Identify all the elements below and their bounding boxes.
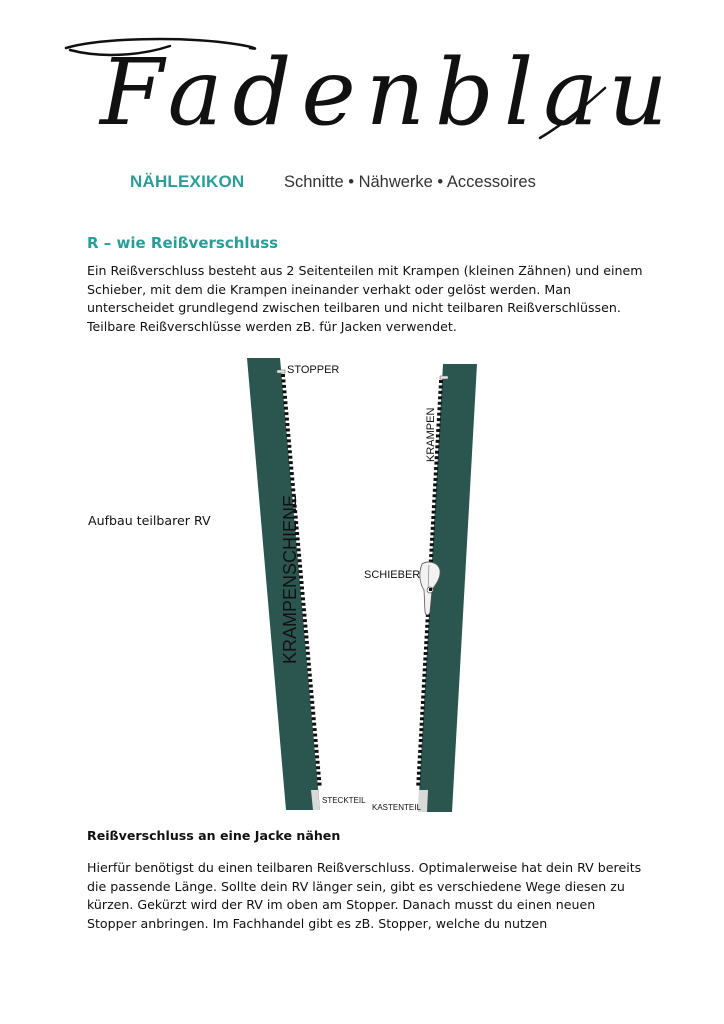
zipper-tooth — [429, 549, 433, 552]
zipper-tooth — [310, 695, 314, 698]
zipper-tooth — [420, 712, 424, 715]
zipper-tooth — [300, 586, 304, 589]
zipper-tooth — [421, 701, 425, 704]
zipper-tooth — [290, 478, 294, 481]
zipper-tooth — [421, 706, 425, 709]
zipper-tooth — [289, 461, 293, 464]
section-title: R – wie Reißverschluss — [87, 234, 279, 252]
zipper-tooth — [314, 744, 318, 747]
zipper-tooth — [418, 755, 422, 758]
zipper-tooth — [316, 766, 320, 769]
zipper-tooth — [430, 532, 434, 535]
zipper-tooth — [430, 543, 434, 546]
jacket-section-heading: Reißverschluss an eine Jacke nähen — [87, 828, 341, 843]
zipper-tooth — [307, 663, 311, 666]
label-stopper: STOPPER — [287, 364, 340, 376]
zipper-tooth — [425, 636, 429, 639]
zipper-tooth — [433, 483, 437, 486]
zipper-tooth — [421, 696, 425, 699]
zipper-tooth — [424, 647, 428, 650]
zipper-tooth — [291, 483, 295, 486]
zipper-tooth — [301, 603, 305, 606]
zipper-tooth — [419, 739, 423, 742]
zipper-tooth — [312, 717, 316, 720]
label-schieber: SCHIEBER — [364, 569, 421, 581]
zipper-tooth — [290, 472, 294, 475]
zipper-tooth — [303, 625, 307, 628]
intro-paragraph: Ein Reißverschluss besteht aus 2 Seitenteilen mit Krampen (kleinen Zähnen) und einem Schieber, mit dem die Krampen ineinander verhakt oder gelöst werden. Man unterscheidet grundlegend zwischen teilbaren und nicht teilbaren Reißverschlüssen. Teilbare Reißverschlüsse werden zB. für Jacken verwendet. — [87, 263, 643, 334]
zipper-tooth — [430, 538, 434, 541]
jacket-section-paragraph: Hierfür benötigst du einen teilbaren Reißverschluss. Optimalerweise hat dein RV bereits die passende Länge. Sollte dein RV länger sein, gibt es verschiedene Wege diesen zu kürzen. Gekürzt wird der RV im oben am Stopper. Danach musst du einen neuen Stopper anbringen. Im Fachhandel gibt es zB. Stopper, welche du nutzen — [87, 860, 642, 931]
figure-caption: Aufbau teilbarer RV — [88, 513, 211, 528]
zipper-tooth — [311, 706, 315, 709]
zipper-tooth — [289, 467, 293, 470]
zipper-tooth — [286, 434, 290, 437]
zipper-tooth — [433, 478, 437, 481]
zipper-tooth — [314, 739, 318, 742]
zipper-tooth — [306, 652, 310, 655]
zipper-tooth — [426, 619, 430, 622]
zipper-tooth — [281, 379, 285, 382]
brand-subtitle: NÄHLEXIKON — [130, 172, 245, 191]
label-steckteil: STECKTEIL — [322, 796, 366, 805]
brand-tagline: Schnitte • Nähwerke • Accessoires — [284, 173, 536, 191]
zipper-tooth — [438, 396, 442, 399]
zipper-tooth — [300, 581, 304, 584]
zipper-tooth — [317, 777, 321, 780]
zipper-tooth — [301, 597, 305, 600]
zipper-tooth — [434, 472, 438, 475]
zipper-tooth — [315, 750, 319, 753]
zipper-tooth — [419, 728, 423, 731]
zipper-tooth — [418, 761, 422, 764]
zipper-tooth — [286, 428, 290, 431]
zipper-tooth — [306, 657, 310, 660]
zipper-tooth — [287, 439, 291, 442]
zipper-tooth — [423, 663, 427, 666]
zipper-tooth — [304, 635, 308, 638]
zipper-tooth — [438, 391, 442, 394]
zipper-tooth — [307, 668, 311, 671]
zipper-tooth — [305, 641, 309, 644]
zipper-tooth — [281, 374, 285, 377]
zipper-tooth — [432, 511, 436, 514]
zipper-tooth — [309, 685, 313, 688]
zipper-tooth — [433, 489, 437, 492]
zipper-tooth — [422, 685, 426, 688]
zipper-tooth — [431, 516, 435, 519]
zipper-tooth — [432, 500, 436, 503]
zipper-tooth — [418, 744, 422, 747]
zipper-tooth — [420, 717, 424, 720]
zipper-tooth — [285, 423, 289, 426]
zipper-tooth — [300, 592, 304, 595]
zipper-tooth — [419, 734, 423, 737]
zipper-tooth — [311, 712, 315, 715]
zipper-tooth — [312, 723, 316, 726]
zipper-tooth — [315, 755, 319, 758]
stopper-icon — [277, 370, 285, 373]
right-stopper-icon — [440, 376, 448, 379]
zipper-tooth — [288, 450, 292, 453]
zipper-tooth — [309, 690, 313, 693]
zipper-tooth — [432, 505, 436, 508]
zipper-tooth — [302, 614, 306, 617]
zipper-tooth — [418, 750, 422, 753]
zipper-tooth — [425, 630, 429, 633]
zipper-tooth — [423, 657, 427, 660]
zipper-tooth — [302, 608, 306, 611]
zipper-tooth — [316, 761, 320, 764]
logo-wordmark: Fadenblau — [100, 39, 678, 146]
zipper-tooth — [439, 385, 443, 388]
zipper-tooth — [416, 783, 420, 786]
zipper-tooth — [433, 494, 437, 497]
zipper-tooth — [287, 445, 291, 448]
zipper-tooth — [284, 412, 288, 415]
zipper-tooth — [431, 521, 435, 524]
zipper-tooth — [422, 679, 426, 682]
zipper-tooth — [303, 619, 307, 622]
zipper-tooth — [437, 418, 441, 421]
zipper-tooth — [284, 407, 288, 410]
zipper-tooth — [288, 456, 292, 459]
zipper-tooth — [313, 728, 317, 731]
zipper-tooth — [425, 625, 429, 628]
zipper-tooth — [422, 674, 426, 677]
zipper-tooth — [429, 554, 433, 557]
zipper-tooth — [438, 402, 442, 405]
zipper-tooth — [285, 418, 289, 421]
label-kastenteil: KASTENTEIL — [372, 803, 421, 812]
label-krampenschiene: KRAMPENSCHIENE — [280, 494, 300, 664]
zipper-tooth — [317, 772, 321, 775]
zipper-tooth — [310, 701, 314, 704]
zipper-tooth — [434, 467, 438, 470]
zipper-tooth — [417, 772, 421, 775]
zipper-tooth — [424, 641, 428, 644]
zipper-tooth — [420, 723, 424, 726]
zipper-tooth — [308, 679, 312, 682]
zipper-tooth — [282, 390, 286, 393]
zipper-tooth — [417, 777, 421, 780]
zipper-tooth — [439, 380, 443, 383]
zipper-tooth — [437, 424, 441, 427]
zipper-tooth — [291, 488, 295, 491]
zipper-tooth — [283, 401, 287, 404]
zipper-tooth — [304, 630, 308, 633]
zipper-tooth — [424, 652, 428, 655]
zipper-tooth — [283, 396, 287, 399]
zipper-tooth — [282, 385, 286, 388]
label-krampen: KRAMPEN — [425, 407, 437, 462]
zipper-tooth — [431, 527, 435, 530]
zipper-tooth — [313, 734, 317, 737]
zipper-tooth — [437, 413, 441, 416]
zipper-tooth — [308, 674, 312, 677]
zipper-tooth — [437, 407, 441, 410]
zipper-tooth — [417, 766, 421, 769]
zipper-tooth — [422, 690, 426, 693]
zipper-tooth — [305, 646, 309, 649]
zipper-tooth — [318, 783, 322, 786]
zipper-tooth — [423, 668, 427, 671]
